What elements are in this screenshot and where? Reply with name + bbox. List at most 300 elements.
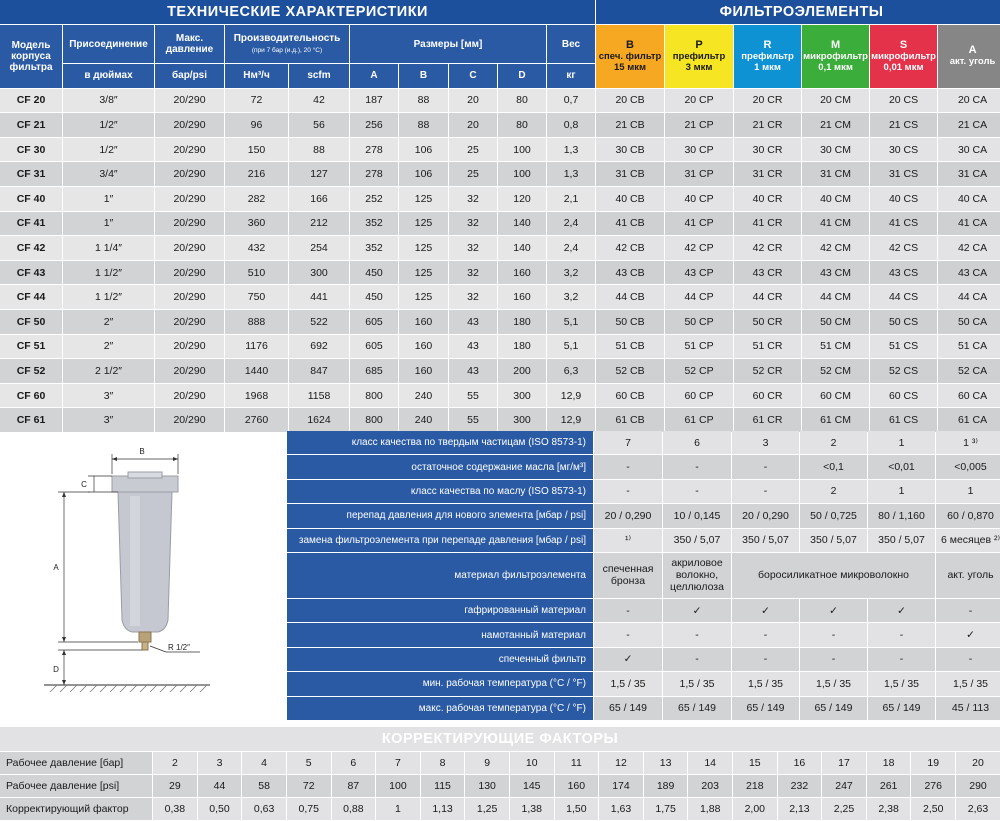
element-code-cell: 42 CR bbox=[734, 236, 801, 260]
model-cell: CF 43 bbox=[0, 261, 62, 285]
element-code-cell: 30 CR bbox=[734, 138, 801, 162]
element-code-cell: 51 CA bbox=[938, 335, 1000, 359]
property-value: - bbox=[663, 480, 731, 503]
material-b: спеченная бронза bbox=[594, 553, 662, 598]
property-row bbox=[287, 599, 1000, 622]
element-code-cell: 50 CA bbox=[938, 310, 1000, 334]
dim-a-cell: 800 bbox=[350, 384, 398, 408]
element-code-cell: 44 CM bbox=[802, 285, 869, 309]
property-label: остаточное содержание масла [мг/м³] bbox=[287, 455, 593, 478]
element-code-cell: 30 CB bbox=[596, 138, 664, 162]
row-label: Корректирующий фактор bbox=[0, 798, 152, 820]
filter-grade-size: 15 мкм bbox=[614, 61, 647, 73]
element-code-cell: 41 CA bbox=[938, 212, 1000, 236]
capacity-nm3-cell: 1176 bbox=[225, 335, 288, 359]
dim-b-cell: 125 bbox=[399, 236, 448, 260]
element-code-cell: 31 CB bbox=[596, 162, 664, 186]
element-code-cell: 50 CM bbox=[802, 310, 869, 334]
dim-b-cell: 125 bbox=[399, 261, 448, 285]
connection-cell: 3/8″ bbox=[63, 89, 154, 113]
capacity-nm3-cell: 72 bbox=[225, 89, 288, 113]
dim-a-cell: 800 bbox=[350, 408, 398, 432]
pressure-cell: 20/290 bbox=[155, 162, 224, 186]
corr-value: 0,88 bbox=[332, 798, 376, 820]
model-cell: CF 52 bbox=[0, 359, 62, 383]
dim-c-cell: 32 bbox=[449, 285, 497, 309]
corr-value: 2 bbox=[153, 752, 197, 774]
corr-value: 0,63 bbox=[242, 798, 286, 820]
table-row bbox=[0, 89, 1000, 113]
connection-cell: 2 1/2″ bbox=[63, 359, 154, 383]
dim-c-cell: 55 bbox=[449, 384, 497, 408]
property-value: 350 / 5,07 bbox=[800, 529, 867, 552]
capacity-scfm-cell: 692 bbox=[289, 335, 349, 359]
property-value: - bbox=[800, 648, 867, 671]
pressure-cell: 20/290 bbox=[155, 187, 224, 211]
model-cell: CF 30 bbox=[0, 138, 62, 162]
dim-d-cell: 120 bbox=[498, 187, 546, 211]
property-value: - bbox=[663, 455, 731, 478]
property-row bbox=[287, 480, 1000, 503]
filter-grade-name: акт. уголь bbox=[949, 56, 996, 68]
property-value: ✓ bbox=[868, 599, 935, 622]
property-value: 65 / 149 bbox=[868, 697, 935, 720]
property-label: перепад давления для нового элемента [мбар / psi] bbox=[287, 504, 593, 527]
corr-value: 261 bbox=[867, 775, 911, 797]
corr-value: 2,38 bbox=[867, 798, 911, 820]
corr-value: 2,50 bbox=[911, 798, 955, 820]
dim-a-cell: 278 bbox=[350, 162, 398, 186]
element-code-cell: 21 CS bbox=[870, 113, 937, 137]
connection-cell: 1 1/2″ bbox=[63, 285, 154, 309]
property-value: - bbox=[594, 623, 662, 646]
element-code-cell: 52 CP bbox=[665, 359, 733, 383]
property-value: 60 / 0,870 bbox=[936, 504, 1000, 527]
model-cell: CF 60 bbox=[0, 384, 62, 408]
element-code-cell: 51 CP bbox=[665, 335, 733, 359]
pressure-psi-row bbox=[0, 775, 1000, 797]
property-value: - bbox=[800, 623, 867, 646]
dim-d-cell: 300 bbox=[498, 408, 546, 432]
property-value: ✓ bbox=[663, 599, 731, 622]
max-pressure-unit: бар/psi bbox=[155, 64, 224, 88]
dim-b-label: B bbox=[139, 447, 145, 456]
element-code-cell: 21 CM bbox=[802, 113, 869, 137]
thread-label: R 1/2″ bbox=[168, 643, 190, 652]
model-cell: CF 41 bbox=[0, 212, 62, 236]
element-code-cell: 30 CP bbox=[665, 138, 733, 162]
table-row bbox=[0, 113, 1000, 137]
property-value: - bbox=[936, 599, 1000, 622]
dim-c-cell: 32 bbox=[449, 212, 497, 236]
filter-grade-p bbox=[665, 25, 733, 88]
table-row bbox=[0, 187, 1000, 211]
element-code-cell: 40 CP bbox=[665, 187, 733, 211]
property-row bbox=[287, 431, 1000, 454]
capacity-nm3-cell: 150 bbox=[225, 138, 288, 162]
material-row bbox=[287, 553, 1000, 598]
correcting-factors-table bbox=[0, 726, 1000, 821]
property-value: 1,5 / 35 bbox=[868, 672, 935, 695]
capacity-scfm-cell: 127 bbox=[289, 162, 349, 186]
connection-cell: 1 1/2″ bbox=[63, 261, 154, 285]
capacity-note: (при 7 бар (и.д.), 20 °C) bbox=[251, 46, 323, 54]
dim-d-cell: 180 bbox=[498, 335, 546, 359]
element-code-cell: 40 CB bbox=[596, 187, 664, 211]
capacity-title: Производительность bbox=[233, 32, 341, 44]
material-rms: боросиликатное микроволокно bbox=[732, 553, 935, 598]
connection-cell: 3″ bbox=[63, 384, 154, 408]
element-code-cell: 44 CA bbox=[938, 285, 1000, 309]
element-code-cell: 52 CS bbox=[870, 359, 937, 383]
property-value: 65 / 149 bbox=[800, 697, 867, 720]
property-value: <0,1 bbox=[800, 455, 867, 478]
corr-value: 44 bbox=[198, 775, 242, 797]
dim-c-cell: 55 bbox=[449, 408, 497, 432]
corr-value: 189 bbox=[644, 775, 688, 797]
element-code-cell: 61 CM bbox=[802, 408, 869, 432]
property-value: <0,005 bbox=[936, 455, 1000, 478]
element-code-cell: 50 CP bbox=[665, 310, 733, 334]
property-value: 350 / 5,07 bbox=[732, 529, 799, 552]
filter-grade-code: M bbox=[830, 38, 841, 51]
dim-a-label: A bbox=[53, 563, 59, 572]
weight-cell: 1,3 bbox=[547, 138, 595, 162]
element-code-cell: 52 CM bbox=[802, 359, 869, 383]
pressure-bar-row bbox=[0, 752, 1000, 774]
corr-value: 1,75 bbox=[644, 798, 688, 820]
weight-cell: 2,1 bbox=[547, 187, 595, 211]
corr-value: 13 bbox=[644, 752, 688, 774]
dim-d-cell: 80 bbox=[498, 113, 546, 137]
dim-b-cell: 160 bbox=[399, 335, 448, 359]
property-value: 350 / 5,07 bbox=[663, 529, 731, 552]
element-code-cell: 21 CP bbox=[665, 113, 733, 137]
filter-grade-code: A bbox=[968, 44, 977, 57]
corr-value: 218 bbox=[733, 775, 777, 797]
property-value: - bbox=[732, 648, 799, 671]
connection-cell: 3″ bbox=[63, 408, 154, 432]
corr-value: 1,25 bbox=[465, 798, 509, 820]
property-value: ✓ bbox=[732, 599, 799, 622]
corr-value: 58 bbox=[242, 775, 286, 797]
element-code-cell: 61 CS bbox=[870, 408, 937, 432]
element-code-cell: 20 CP bbox=[665, 89, 733, 113]
element-code-cell: 31 CP bbox=[665, 162, 733, 186]
factor-row bbox=[0, 798, 1000, 820]
connection-cell: 1/2″ bbox=[63, 113, 154, 137]
element-code-cell: 31 CA bbox=[938, 162, 1000, 186]
corr-value: 4 bbox=[242, 752, 286, 774]
corr-value: 0,38 bbox=[153, 798, 197, 820]
table-row bbox=[0, 384, 1000, 408]
corr-value: 3 bbox=[198, 752, 242, 774]
property-row bbox=[287, 529, 1000, 552]
table-row bbox=[0, 236, 1000, 260]
capacity-scfm-cell: 88 bbox=[289, 138, 349, 162]
table-row bbox=[0, 138, 1000, 162]
property-value: - bbox=[732, 455, 799, 478]
property-label: материал фильтроэлемента bbox=[287, 553, 593, 598]
filter-grade-size: 1 мкм bbox=[754, 61, 781, 73]
element-code-cell: 60 CM bbox=[802, 384, 869, 408]
element-code-cell: 20 CB bbox=[596, 89, 664, 113]
dim-b-cell: 125 bbox=[399, 187, 448, 211]
corr-value: 115 bbox=[421, 775, 465, 797]
corr-value: 29 bbox=[153, 775, 197, 797]
element-code-cell: 52 CA bbox=[938, 359, 1000, 383]
dim-c-cell: 43 bbox=[449, 310, 497, 334]
weight-cell: 12,9 bbox=[547, 384, 595, 408]
dim-d-cell: 160 bbox=[498, 261, 546, 285]
property-value: 6 месяцев ²⁾ bbox=[936, 529, 1000, 552]
property-value: ✓ bbox=[594, 648, 662, 671]
dim-c-cell: 32 bbox=[449, 236, 497, 260]
corr-value: 1,38 bbox=[510, 798, 554, 820]
dim-b-cell: 125 bbox=[399, 212, 448, 236]
property-value: - bbox=[663, 648, 731, 671]
element-code-cell: 61 CR bbox=[734, 408, 801, 432]
dim-a-cell: 352 bbox=[350, 212, 398, 236]
corr-value: 1,63 bbox=[599, 798, 643, 820]
pressure-cell: 20/290 bbox=[155, 89, 224, 113]
pressure-cell: 20/290 bbox=[155, 408, 224, 432]
capacity-header bbox=[225, 25, 349, 63]
element-code-cell: 30 CS bbox=[870, 138, 937, 162]
dim-a-cell: 252 bbox=[350, 187, 398, 211]
dim-b-cell: 240 bbox=[399, 408, 448, 432]
capacity-nm3-cell: 1968 bbox=[225, 384, 288, 408]
element-code-cell: 41 CS bbox=[870, 212, 937, 236]
corr-value: 160 bbox=[555, 775, 599, 797]
connection-header: Присоединение bbox=[63, 25, 154, 63]
connection-unit: в дюймах bbox=[63, 64, 154, 88]
corr-value: 87 bbox=[332, 775, 376, 797]
filter-grade-name: префильтр bbox=[741, 50, 794, 62]
filter-grade-a bbox=[938, 25, 1000, 88]
element-code-cell: 30 CA bbox=[938, 138, 1000, 162]
capacity-scfm-cell: 441 bbox=[289, 285, 349, 309]
dim-c-cell: 32 bbox=[449, 261, 497, 285]
element-code-cell: 61 CP bbox=[665, 408, 733, 432]
element-code-cell: 43 CR bbox=[734, 261, 801, 285]
dim-d-cell: 140 bbox=[498, 212, 546, 236]
element-code-cell: 31 CM bbox=[802, 162, 869, 186]
element-code-cell: 60 CR bbox=[734, 384, 801, 408]
capacity-nm3-cell: 432 bbox=[225, 236, 288, 260]
property-value: 2 bbox=[800, 431, 867, 454]
corr-value: 130 bbox=[465, 775, 509, 797]
corr-value: 9 bbox=[465, 752, 509, 774]
filter-grade-code: B bbox=[626, 38, 634, 51]
filter-grade-r bbox=[734, 25, 801, 88]
dim-d-cell: 100 bbox=[498, 138, 546, 162]
dim-a-header: A bbox=[350, 64, 398, 88]
property-value: 80 / 1,160 bbox=[868, 504, 935, 527]
max-pressure-header: Макс. давление bbox=[155, 25, 224, 63]
corr-value: 2,13 bbox=[778, 798, 822, 820]
row-label: Рабочее давление [psi] bbox=[0, 775, 152, 797]
element-code-cell: 40 CA bbox=[938, 187, 1000, 211]
dim-a-cell: 450 bbox=[350, 285, 398, 309]
capacity-scfm-cell: 847 bbox=[289, 359, 349, 383]
pressure-cell: 20/290 bbox=[155, 261, 224, 285]
element-code-cell: 41 CP bbox=[665, 212, 733, 236]
property-row bbox=[287, 455, 1000, 478]
corr-value: 1,50 bbox=[555, 798, 599, 820]
element-code-cell: 20 CR bbox=[734, 89, 801, 113]
dim-c-cell: 43 bbox=[449, 359, 497, 383]
property-value: 65 / 149 bbox=[594, 697, 662, 720]
element-code-cell: 50 CS bbox=[870, 310, 937, 334]
weight-header: Вес bbox=[547, 25, 595, 63]
element-code-cell: 50 CB bbox=[596, 310, 664, 334]
tech-title: ТЕХНИЧЕСКИЕ ХАРАКТЕРИСТИКИ bbox=[0, 0, 595, 24]
capacity-nm3-cell: 96 bbox=[225, 113, 288, 137]
element-code-cell: 41 CB bbox=[596, 212, 664, 236]
dim-b-cell: 160 bbox=[399, 359, 448, 383]
table-row bbox=[0, 335, 1000, 359]
weight-cell: 3,2 bbox=[547, 261, 595, 285]
dim-c-cell: 25 bbox=[449, 162, 497, 186]
weight-unit: кг bbox=[547, 64, 595, 88]
pressure-cell: 20/290 bbox=[155, 138, 224, 162]
connection-cell: 1″ bbox=[63, 187, 154, 211]
element-code-cell: 51 CS bbox=[870, 335, 937, 359]
corr-value: 1,88 bbox=[688, 798, 732, 820]
corr-value: 247 bbox=[822, 775, 866, 797]
pressure-cell: 20/290 bbox=[155, 113, 224, 137]
property-value: 1,5 / 35 bbox=[800, 672, 867, 695]
filter-grade-name: микрофильтр bbox=[803, 50, 868, 62]
element-code-cell: 60 CP bbox=[665, 384, 733, 408]
dim-a-cell: 685 bbox=[350, 359, 398, 383]
dim-c-cell: 20 bbox=[449, 113, 497, 137]
property-value: 350 / 5,07 bbox=[868, 529, 935, 552]
material-a: акт. уголь bbox=[936, 553, 1000, 598]
connection-cell: 1/2″ bbox=[63, 138, 154, 162]
table-row bbox=[0, 310, 1000, 334]
table-row bbox=[0, 285, 1000, 309]
capacity-nm3-cell: 510 bbox=[225, 261, 288, 285]
capacity-scfm-cell: 1158 bbox=[289, 384, 349, 408]
filter-grade-size: 0,01 мкм bbox=[883, 61, 924, 73]
model-cell: CF 21 bbox=[0, 113, 62, 137]
corr-value: 17 bbox=[822, 752, 866, 774]
model-cell: CF 40 bbox=[0, 187, 62, 211]
filter-title: ФИЛЬТРОЭЛЕМЕНТЫ bbox=[596, 0, 1000, 24]
corr-value: 2,63 bbox=[956, 798, 1000, 820]
dim-d-cell: 200 bbox=[498, 359, 546, 383]
corr-value: 6 bbox=[332, 752, 376, 774]
dim-c-label: C bbox=[81, 480, 87, 489]
property-value: ✓ bbox=[800, 599, 867, 622]
filter-grade-code: R bbox=[763, 38, 772, 51]
element-code-cell: 42 CA bbox=[938, 236, 1000, 260]
corr-value: 1,13 bbox=[421, 798, 465, 820]
corr-value: 15 bbox=[733, 752, 777, 774]
capacity-nm3-cell: 888 bbox=[225, 310, 288, 334]
property-value: 20 / 0,290 bbox=[732, 504, 799, 527]
element-code-cell: 44 CB bbox=[596, 285, 664, 309]
corr-value: 276 bbox=[911, 775, 955, 797]
element-code-cell: 41 CR bbox=[734, 212, 801, 236]
weight-cell: 0,7 bbox=[547, 89, 595, 113]
connection-cell: 3/4″ bbox=[63, 162, 154, 186]
filter-grade-b bbox=[596, 25, 664, 88]
capacity-scfm-cell: 254 bbox=[289, 236, 349, 260]
property-value: - bbox=[868, 648, 935, 671]
property-row bbox=[287, 697, 1000, 720]
corr-value: 12 bbox=[599, 752, 643, 774]
element-code-cell: 42 CB bbox=[596, 236, 664, 260]
element-code-cell: 52 CB bbox=[596, 359, 664, 383]
corr-value: 203 bbox=[688, 775, 732, 797]
dim-c-cell: 25 bbox=[449, 138, 497, 162]
property-value: 45 / 113 bbox=[936, 697, 1000, 720]
weight-cell: 0,8 bbox=[547, 113, 595, 137]
property-value: <0,01 bbox=[868, 455, 935, 478]
capacity-scfm-cell: 212 bbox=[289, 212, 349, 236]
corr-value: 2,25 bbox=[822, 798, 866, 820]
property-label: гафрированный материал bbox=[287, 599, 593, 622]
property-value: 7 bbox=[594, 431, 662, 454]
corr-value: 174 bbox=[599, 775, 643, 797]
dim-b-cell: 125 bbox=[399, 285, 448, 309]
corr-value: 1 bbox=[376, 798, 420, 820]
dim-b-cell: 88 bbox=[399, 113, 448, 137]
property-value: - bbox=[868, 623, 935, 646]
property-value: - bbox=[594, 480, 662, 503]
element-code-cell: 61 CA bbox=[938, 408, 1000, 432]
property-value: 1,5 / 35 bbox=[936, 672, 1000, 695]
property-value: 65 / 149 bbox=[732, 697, 799, 720]
element-code-cell: 44 CP bbox=[665, 285, 733, 309]
corr-value: 16 bbox=[778, 752, 822, 774]
dim-d-cell: 180 bbox=[498, 310, 546, 334]
model-header: Модель корпуса фильтра bbox=[0, 25, 62, 88]
filter-grade-size: 3 мкм bbox=[685, 61, 713, 73]
dim-c-header: C bbox=[449, 64, 497, 88]
property-value: 1 bbox=[868, 480, 935, 503]
property-value: 10 / 0,145 bbox=[663, 504, 731, 527]
model-cell: CF 50 bbox=[0, 310, 62, 334]
dim-b-cell: 88 bbox=[399, 89, 448, 113]
element-code-cell: 20 CM bbox=[802, 89, 869, 113]
pressure-cell: 20/290 bbox=[155, 335, 224, 359]
dim-a-cell: 187 bbox=[350, 89, 398, 113]
capacity-scfm-cell: 522 bbox=[289, 310, 349, 334]
corr-value: 10 bbox=[510, 752, 554, 774]
property-value: 1,5 / 35 bbox=[594, 672, 662, 695]
model-cell: CF 51 bbox=[0, 335, 62, 359]
corr-value: 19 bbox=[911, 752, 955, 774]
corr-value: 14 bbox=[688, 752, 732, 774]
capacity-scfm-cell: 56 bbox=[289, 113, 349, 137]
property-value: 50 / 0,725 bbox=[800, 504, 867, 527]
pressure-cell: 20/290 bbox=[155, 236, 224, 260]
element-code-cell: 43 CS bbox=[870, 261, 937, 285]
dim-a-cell: 256 bbox=[350, 113, 398, 137]
connection-cell: 2″ bbox=[63, 335, 154, 359]
element-code-cell: 43 CB bbox=[596, 261, 664, 285]
material-p: акриловое волокно, целлюлоза bbox=[663, 553, 731, 598]
property-label: мин. рабочая температура (°C / °F) bbox=[287, 672, 593, 695]
corr-value: 100 bbox=[376, 775, 420, 797]
model-cell: CF 20 bbox=[0, 89, 62, 113]
property-value: 1 bbox=[936, 480, 1000, 503]
filter-housing-drawing bbox=[30, 440, 270, 710]
